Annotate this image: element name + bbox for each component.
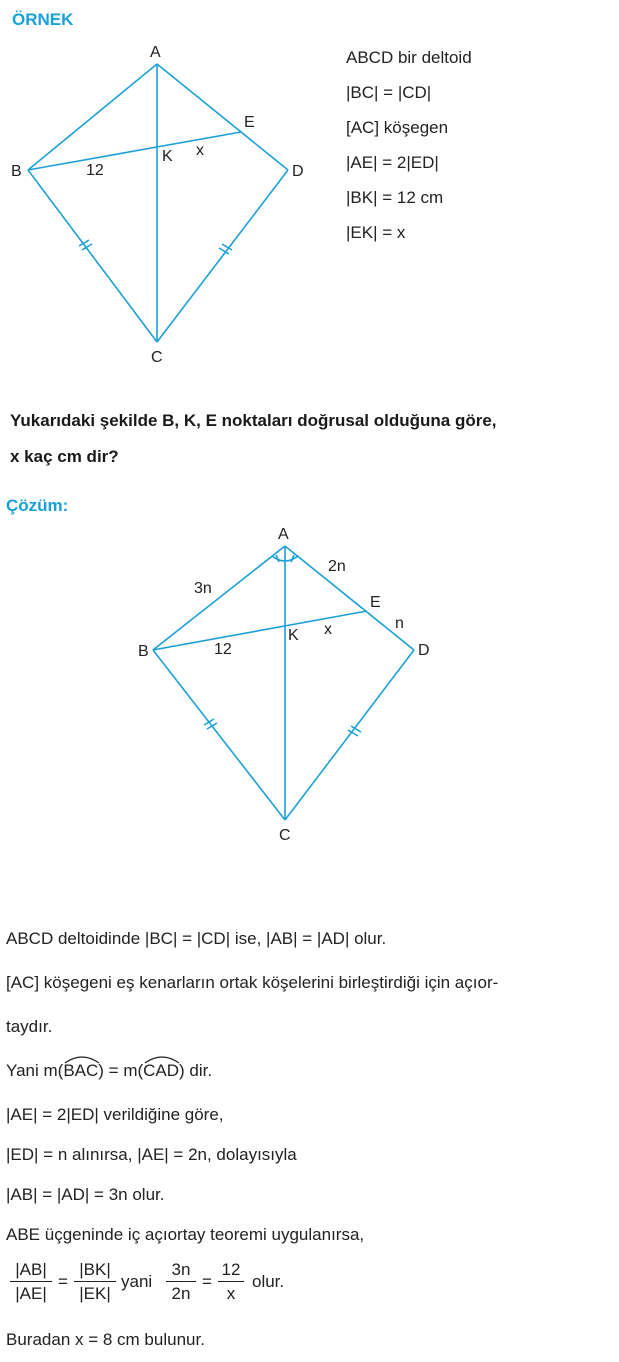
sol-label-bk: 12 bbox=[214, 641, 232, 658]
sol-label-ae: 2n bbox=[328, 558, 346, 575]
solution-line-4: |AE| = 2|ED| verildiğine göre, bbox=[6, 1105, 224, 1124]
segment-be bbox=[153, 611, 367, 650]
tick-bc-1 bbox=[204, 719, 214, 725]
question-line-2: x kaç cm dir? bbox=[10, 447, 119, 466]
solution-heading: Çözüm: bbox=[6, 496, 69, 515]
label-x: x bbox=[196, 142, 204, 159]
given-3: [AC] köşegen bbox=[346, 118, 449, 137]
angle-line-prefix: Yani m( bbox=[6, 1061, 64, 1080]
fraction-ab-ae bbox=[10, 1260, 52, 1304]
equals-1: = bbox=[58, 1272, 68, 1291]
label-c: C bbox=[151, 349, 163, 366]
olur-word: olur. bbox=[252, 1272, 285, 1291]
angle-line bbox=[6, 1061, 212, 1081]
frac-num: 12 bbox=[218, 1260, 244, 1282]
side-bc bbox=[153, 650, 285, 820]
label-b: B bbox=[11, 163, 22, 180]
yani-word: yani bbox=[121, 1272, 153, 1291]
angle-cad bbox=[143, 1061, 179, 1081]
sol-label-c: C bbox=[279, 827, 291, 844]
sol-label-ed: n bbox=[395, 615, 404, 632]
sol-label-e: E bbox=[370, 594, 381, 611]
solution-kite bbox=[153, 546, 414, 820]
side-dc bbox=[285, 650, 414, 820]
solution-line-1: ABCD deltoidinde |BC| = |CD| ise, |AB| = |AD| olur. bbox=[6, 929, 387, 948]
solution-line-7: ABE üçgeninde iç açıortay teoremi uygulanırsa, bbox=[6, 1225, 365, 1244]
fraction-3n-2n bbox=[166, 1260, 196, 1304]
side-ad bbox=[157, 64, 288, 170]
example-heading: ÖRNEK bbox=[12, 10, 74, 29]
solution-line-6: |AB| = |AD| = 3n olur. bbox=[6, 1185, 165, 1204]
side-dc bbox=[157, 170, 288, 342]
given-2: |BC| = |CD| bbox=[346, 83, 432, 102]
question-line-1: Yukarıdaki şekilde B, K, E noktaları doğrusal olduğuna göre, bbox=[10, 411, 497, 430]
given-4: |AE| = 2|ED| bbox=[346, 153, 439, 172]
frac-den: 2n bbox=[171, 1284, 191, 1303]
angle-bac-text: BAC bbox=[63, 1061, 99, 1080]
side-bc bbox=[28, 170, 157, 342]
example-kite bbox=[28, 64, 288, 342]
solution-line-3: taydır. bbox=[6, 1017, 53, 1036]
sol-label-x: x bbox=[324, 621, 332, 638]
side-ab bbox=[28, 64, 157, 170]
fraction-12-x bbox=[218, 1260, 244, 1304]
equals-2: = bbox=[202, 1272, 212, 1291]
frac-num: 3n bbox=[166, 1260, 196, 1282]
label-e: E bbox=[244, 114, 255, 131]
label-a: A bbox=[150, 44, 161, 61]
solution-line-5: |ED| = n alınırsa, |AE| = 2n, dolayısıyla bbox=[6, 1145, 297, 1164]
angle-line-suffix: ) dir. bbox=[179, 1061, 213, 1080]
label-k: K bbox=[162, 148, 173, 165]
fraction-bk-ek bbox=[74, 1260, 116, 1304]
side-ad bbox=[285, 546, 414, 650]
side-ab bbox=[153, 546, 285, 650]
frac-num: |AB| bbox=[10, 1260, 52, 1282]
angle-line-middle: ) = m( bbox=[98, 1061, 144, 1080]
sol-label-ab: 3n bbox=[194, 580, 212, 597]
segment-be bbox=[28, 132, 241, 170]
frac-den: x bbox=[226, 1284, 236, 1303]
sol-label-a: A bbox=[278, 526, 289, 543]
frac-den: |AE| bbox=[15, 1284, 47, 1303]
given-6: |EK| = x bbox=[346, 223, 406, 242]
given-5: |BK| = 12 cm bbox=[346, 188, 444, 207]
arc-hat-icon bbox=[143, 1054, 181, 1064]
arc-hat-icon bbox=[63, 1054, 101, 1064]
sol-label-d: D bbox=[418, 642, 430, 659]
label-bk: 12 bbox=[86, 162, 104, 179]
tick-bc-2 bbox=[207, 723, 217, 729]
label-d: D bbox=[292, 163, 304, 180]
sol-label-b: B bbox=[138, 643, 149, 660]
given-1: ABCD bir deltoid bbox=[346, 48, 472, 67]
frac-num: |BK| bbox=[74, 1260, 116, 1282]
sol-label-k: K bbox=[288, 627, 299, 644]
angle-bac bbox=[63, 1061, 98, 1081]
result-line: Buradan x = 8 cm bulunur. bbox=[6, 1330, 205, 1349]
angle-cad-text: CAD bbox=[143, 1061, 180, 1080]
frac-den: |EK| bbox=[79, 1284, 111, 1303]
solution-line-2: [AC] köşegeni eş kenarların ortak köşelerini birleştirdiği için açıor- bbox=[6, 973, 499, 992]
